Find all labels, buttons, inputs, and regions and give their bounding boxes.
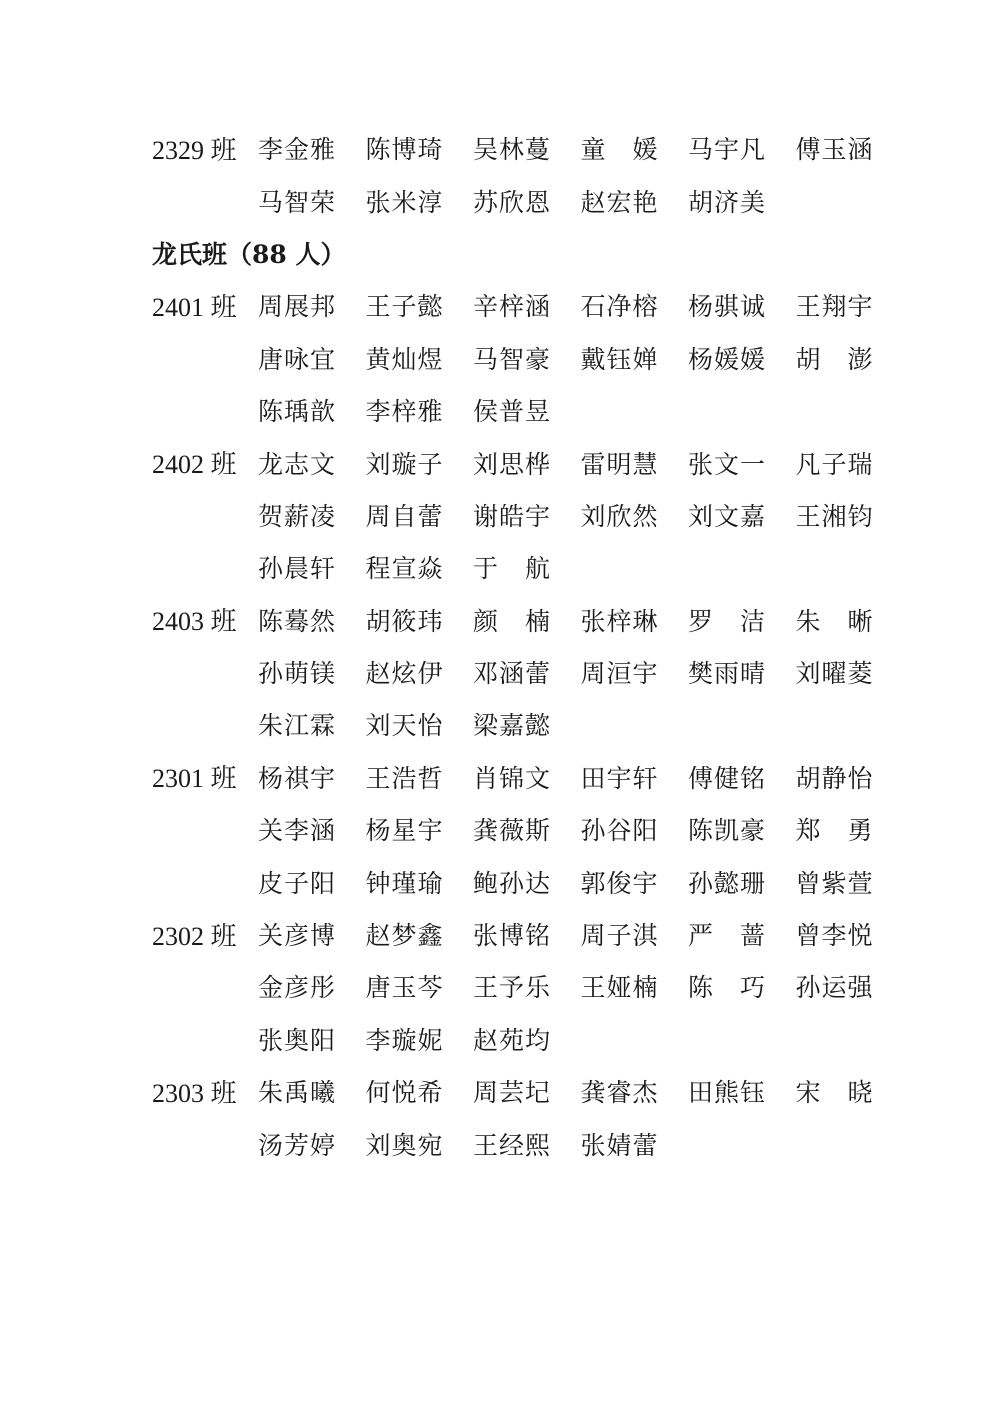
student-name: 关李涵 <box>258 816 337 846</box>
student-name: 戴钰婵 <box>580 344 659 374</box>
student-name: 龚睿杰 <box>580 1078 659 1108</box>
class-row <box>152 1013 892 1065</box>
student-name: 刘奥宛 <box>365 1130 444 1160</box>
class-row <box>152 646 892 698</box>
student-name: 周芸圮 <box>473 1078 552 1108</box>
student-name: 程宣焱 <box>365 554 444 584</box>
student-name: 郭俊宇 <box>580 868 659 898</box>
student-name: 颜 楠 <box>473 606 552 636</box>
student-name: 周洹宇 <box>580 659 659 689</box>
student-name: 王浩哲 <box>365 763 444 793</box>
class-row <box>152 751 892 803</box>
class-row <box>152 1065 892 1117</box>
student-name: 马宇凡 <box>688 135 767 165</box>
student-name: 刘文嘉 <box>688 501 767 531</box>
student-name: 辛梓涵 <box>473 292 552 322</box>
student-name: 赵苑均 <box>473 1025 552 1055</box>
class-row <box>152 332 892 384</box>
class-row <box>152 803 892 855</box>
student-name: 周自蕾 <box>365 501 444 531</box>
class-row <box>152 698 892 750</box>
student-name: 胡济美 <box>688 187 767 217</box>
section-heading: 龙氏班（88 人） <box>152 239 346 269</box>
class-row <box>152 1117 892 1169</box>
class-label: 2302 班 <box>152 921 237 951</box>
student-name: 杨媛媛 <box>688 344 767 374</box>
class-row <box>152 384 892 436</box>
student-name: 梁嘉懿 <box>473 711 552 741</box>
student-name: 张梓琳 <box>580 606 659 636</box>
student-name: 孙运强 <box>795 973 874 1003</box>
student-name: 侯普昱 <box>473 397 552 427</box>
student-name: 朱禹曦 <box>258 1078 337 1108</box>
student-name: 陈瑀歆 <box>258 397 337 427</box>
class-row <box>152 279 892 331</box>
student-name: 王予乐 <box>473 973 552 1003</box>
student-name: 雷明慧 <box>580 449 659 479</box>
student-name: 贺薪凌 <box>258 501 337 531</box>
class-row <box>152 594 892 646</box>
student-name: 刘天怡 <box>365 711 444 741</box>
student-name: 胡 澎 <box>795 344 874 374</box>
student-name: 宋 晓 <box>795 1078 874 1108</box>
class-label: 2303 班 <box>152 1078 237 1108</box>
student-name: 张博铭 <box>473 921 552 951</box>
student-name: 马智豪 <box>473 344 552 374</box>
student-name: 孙懿珊 <box>688 868 767 898</box>
student-name: 赵炫伊 <box>365 659 444 689</box>
class-row <box>152 541 892 593</box>
student-name: 汤芳婷 <box>258 1130 337 1160</box>
student-name: 张文一 <box>688 449 767 479</box>
student-name: 胡静怡 <box>795 763 874 793</box>
student-name: 陈博琦 <box>365 135 444 165</box>
class-row <box>152 122 892 174</box>
student-name: 孙晨轩 <box>258 554 337 584</box>
student-name: 张奥阳 <box>258 1025 337 1055</box>
student-name: 陈蓦然 <box>258 606 337 636</box>
student-name: 钟瑾瑜 <box>365 868 444 898</box>
student-name: 周子淇 <box>580 921 659 951</box>
student-name: 马智荣 <box>258 187 337 217</box>
name-list-document <box>152 122 892 1170</box>
student-name: 杨祺宇 <box>258 763 337 793</box>
student-name: 王经熙 <box>473 1130 552 1160</box>
student-name: 黄灿煜 <box>365 344 444 374</box>
student-name: 田熊钰 <box>688 1078 767 1108</box>
class-row <box>152 436 892 488</box>
student-name: 龙志文 <box>258 449 337 479</box>
student-name: 鲍孙达 <box>473 868 552 898</box>
student-name: 李金雅 <box>258 135 337 165</box>
student-name: 石净榕 <box>580 292 659 322</box>
student-name: 李梓雅 <box>365 397 444 427</box>
student-name: 陈 巧 <box>688 973 767 1003</box>
student-name: 唐玉芩 <box>365 973 444 1003</box>
class-label: 2301 班 <box>152 764 237 794</box>
student-name: 赵宏艳 <box>580 187 659 217</box>
student-name: 刘曜菱 <box>795 659 874 689</box>
class-row <box>152 960 892 1012</box>
class-row <box>152 489 892 541</box>
class-label: 2403 班 <box>152 607 237 637</box>
student-name: 刘欣然 <box>580 501 659 531</box>
student-name: 刘璇子 <box>365 449 444 479</box>
student-name: 胡筱玮 <box>365 606 444 636</box>
student-name: 张婧蕾 <box>580 1130 659 1160</box>
student-name: 樊雨晴 <box>688 659 767 689</box>
student-name: 张米淳 <box>365 187 444 217</box>
student-name: 杨星宇 <box>365 816 444 846</box>
student-name: 谢皓宇 <box>473 501 552 531</box>
student-name: 周展邦 <box>258 292 337 322</box>
student-name: 朱 晰 <box>795 606 874 636</box>
student-name: 王娅楠 <box>580 973 659 1003</box>
student-name: 傅健铭 <box>688 763 767 793</box>
student-name: 何悦希 <box>365 1078 444 1108</box>
class-row <box>152 855 892 907</box>
student-name: 邓涵蕾 <box>473 659 552 689</box>
class-label: 2401 班 <box>152 292 237 322</box>
student-name: 孙谷阳 <box>580 816 659 846</box>
student-name: 关彦博 <box>258 921 337 951</box>
student-name: 赵梦鑫 <box>365 921 444 951</box>
student-name: 傅玉涵 <box>795 135 874 165</box>
class-row <box>152 908 892 960</box>
student-name: 肖锦文 <box>473 763 552 793</box>
student-name: 朱江霖 <box>258 711 337 741</box>
student-name: 陈凯豪 <box>688 816 767 846</box>
student-name: 杨骐诚 <box>688 292 767 322</box>
student-name: 孙萌镁 <box>258 659 337 689</box>
student-name: 田宇轩 <box>580 763 659 793</box>
class-label: 2402 班 <box>152 450 237 480</box>
student-name: 凡子瑞 <box>795 449 874 479</box>
student-name: 王子懿 <box>365 292 444 322</box>
student-name: 王翔宇 <box>795 292 874 322</box>
student-name: 皮子阳 <box>258 868 337 898</box>
student-name: 童 媛 <box>580 135 659 165</box>
student-name: 吴林蔓 <box>473 135 552 165</box>
student-name: 曾李悦 <box>795 921 874 951</box>
class-row <box>152 174 892 226</box>
student-name: 郑 勇 <box>795 816 874 846</box>
student-name: 龚薇斯 <box>473 816 552 846</box>
student-name: 李璇妮 <box>365 1025 444 1055</box>
student-name: 刘思桦 <box>473 449 552 479</box>
student-name: 严 蔷 <box>688 921 767 951</box>
student-name: 唐咏宜 <box>258 344 337 374</box>
student-name: 金彦彤 <box>258 973 337 1003</box>
student-name: 罗 洁 <box>688 606 767 636</box>
student-name: 曾紫萱 <box>795 868 874 898</box>
student-name: 于 航 <box>473 554 552 584</box>
class-label: 2329 班 <box>152 135 237 165</box>
student-name: 王湘钧 <box>795 501 874 531</box>
student-name: 苏欣恩 <box>473 187 552 217</box>
